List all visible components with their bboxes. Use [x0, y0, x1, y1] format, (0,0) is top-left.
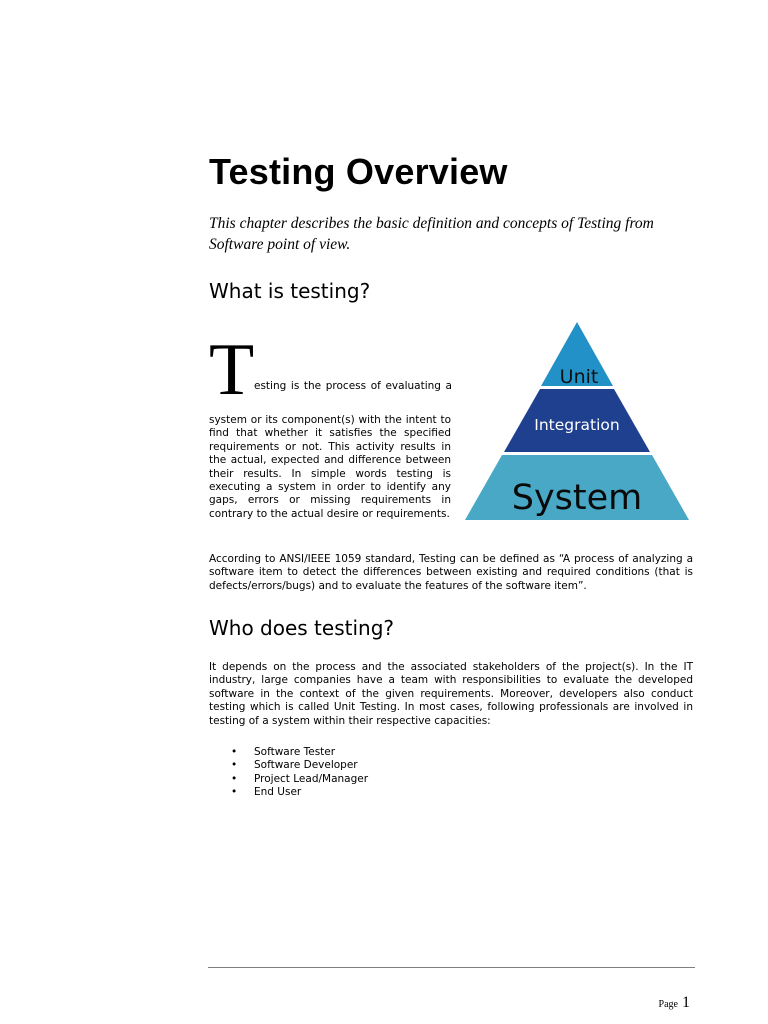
pyramid-label-integration: Integration — [534, 416, 620, 434]
pyramid-label-unit: Unit — [559, 366, 599, 388]
section-heading-who-does-testing: Who does testing? — [209, 616, 395, 640]
list-item: • End User — [209, 786, 509, 799]
testing-pyramid-diagram — [465, 320, 691, 524]
drop-cap-letter: T — [209, 329, 255, 411]
list-item: • Software Developer — [209, 759, 509, 772]
list-item: • Project Lead/Manager — [209, 773, 509, 786]
pyramid-label-system: System — [511, 478, 643, 518]
footer-divider — [208, 967, 695, 968]
page-label: Page — [658, 999, 678, 1010]
list-item: • Software Tester — [209, 746, 509, 759]
lead-line-text: esting is the process of evaluating a — [254, 380, 452, 392]
stakeholders-paragraph: It depends on the process and the associated stakeholders of the project(s). In the IT industry, large companies have a team with responsibilities to evaluate the developed software in the context of the given requirements. Moreover, developers also conduct testing which is called Unit Testing. In most cases, following professionals are involved in testing of a system within their respective capacities: — [209, 661, 693, 727]
section-heading-what-is-testing: What is testing? — [209, 279, 371, 303]
page-number — [659, 994, 690, 1012]
testing-definition-paragraph: system or its component(s) with the intent to find that whether it satisfies the specified requirements or not. This activity results in the actual, expected and difference between their results. In simple words testing is executing a system in order to identify any gaps, errors or missing requirements in contrary to the actual desire or requirements. — [209, 414, 451, 520]
ansi-definition-paragraph: According to ANSI/IEEE 1059 standard, Testing can be defined as “A process of analyzing a software item to detect the differences between existing and required conditions (that is defects/errors/bugs) and to evaluate the features of the software item”. — [209, 553, 693, 592]
chapter-subtitle: This chapter describes the basic definition and concepts of Testing from Software point of view. — [209, 215, 654, 253]
page-title: Testing Overview — [209, 151, 508, 192]
page-number-value: 1 — [682, 994, 690, 1011]
testing-roles-list — [209, 746, 509, 800]
